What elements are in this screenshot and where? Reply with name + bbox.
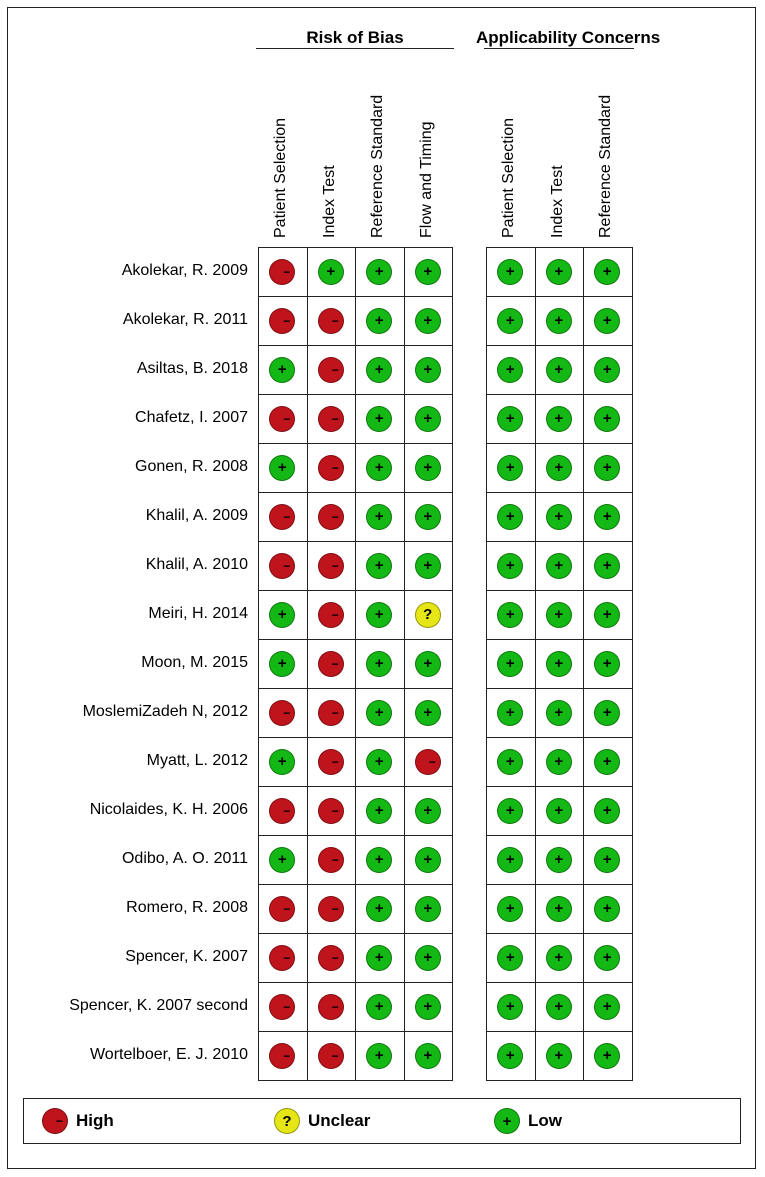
rating-low-icon: + (366, 406, 392, 432)
study-label: Khalil, A. 2009 (145, 507, 248, 524)
rating-low-icon: + (546, 1043, 572, 1069)
rating-low-icon: + (366, 1043, 392, 1069)
legend-high-icon: − (42, 1108, 68, 1134)
rating-low-icon: + (366, 700, 392, 726)
study-label: Spencer, K. 2007 (125, 948, 248, 965)
rating-low-icon: + (497, 553, 523, 579)
rating-high-icon: − (269, 700, 295, 726)
rating-high-icon: − (318, 896, 344, 922)
rating-high-icon: − (269, 1043, 295, 1069)
rating-high-icon: − (318, 455, 344, 481)
column-label: Index Test (548, 165, 566, 238)
rating-low-icon: + (497, 945, 523, 971)
rating-high-icon: − (318, 553, 344, 579)
rating-low-icon: + (269, 749, 295, 775)
rating-low-icon: + (415, 994, 441, 1020)
column-label: Reference Standard (369, 94, 387, 238)
rating-high-icon: − (318, 749, 344, 775)
rating-low-icon: + (594, 504, 620, 530)
rating-low-icon: + (546, 553, 572, 579)
rating-low-icon: + (366, 259, 392, 285)
rating-low-icon: + (546, 406, 572, 432)
rating-low-icon: + (366, 994, 392, 1020)
rating-low-icon: + (415, 259, 441, 285)
rating-low-icon: + (415, 700, 441, 726)
study-label: Myatt, L. 2012 (146, 752, 248, 769)
rating-high-icon: − (318, 308, 344, 334)
rating-high-icon: − (415, 749, 441, 775)
rating-low-icon: + (497, 798, 523, 824)
rating-low-icon: + (415, 945, 441, 971)
group-title: Applicability Concerns (476, 28, 661, 47)
rating-low-icon: + (366, 651, 392, 677)
rating-low-icon: + (546, 847, 572, 873)
study-label: Asiltas, B. 2018 (136, 360, 248, 377)
rating-high-icon: − (269, 308, 295, 334)
legend-low-icon: + (494, 1108, 520, 1134)
rating-low-icon: + (497, 1043, 523, 1069)
rating-low-icon: + (497, 455, 523, 481)
rating-high-icon: − (318, 798, 344, 824)
study-label: Akolekar, R. 2009 (121, 262, 248, 279)
rating-low-icon: + (546, 749, 572, 775)
rating-low-icon: + (497, 602, 523, 628)
rating-high-icon: − (269, 406, 295, 432)
rating-low-icon: + (497, 700, 523, 726)
rating-low-icon: + (594, 798, 620, 824)
rating-low-icon: + (366, 504, 392, 530)
rating-low-icon: + (594, 602, 620, 628)
rating-high-icon: − (318, 406, 344, 432)
rating-low-icon: + (546, 798, 572, 824)
legend-label: High (76, 1111, 114, 1130)
rating-low-icon: + (546, 994, 572, 1020)
rating-low-icon: + (366, 553, 392, 579)
column-label: Flow and Timing (417, 121, 435, 238)
rating-high-icon: − (318, 651, 344, 677)
column-label: Patient Selection (500, 117, 518, 238)
legend-item-low (494, 1108, 562, 1134)
rating-low-icon: + (497, 308, 523, 334)
rating-high-icon: − (269, 259, 295, 285)
rating-low-icon: + (366, 798, 392, 824)
rating-high-icon: − (318, 504, 344, 530)
rating-unclear-icon: ? (415, 602, 441, 628)
rating-high-icon: − (269, 994, 295, 1020)
rating-low-icon: + (415, 357, 441, 383)
rating-low-icon: + (269, 357, 295, 383)
rating-low-icon: + (594, 406, 620, 432)
rating-low-icon: + (366, 847, 392, 873)
rating-low-icon: + (415, 455, 441, 481)
rating-low-icon: + (497, 847, 523, 873)
rating-low-icon: + (546, 945, 572, 971)
legend-unclear-icon: ? (274, 1108, 300, 1134)
rating-low-icon: + (366, 357, 392, 383)
rating-low-icon: + (415, 553, 441, 579)
rating-low-icon: + (497, 651, 523, 677)
study-label: Odibo, A. O. 2011 (121, 850, 248, 867)
study-label: Meiri, H. 2014 (148, 605, 248, 622)
rating-low-icon: + (415, 847, 441, 873)
study-label: Akolekar, R. 2011 (122, 311, 248, 328)
study-label: Romero, R. 2008 (126, 899, 248, 916)
study-label: Moon, M. 2015 (141, 654, 248, 671)
rating-low-icon: + (497, 406, 523, 432)
rating-high-icon: − (269, 945, 295, 971)
rating-low-icon: + (546, 602, 572, 628)
rating-low-icon: + (497, 749, 523, 775)
rating-low-icon: + (594, 847, 620, 873)
rating-low-icon: + (497, 994, 523, 1020)
legend (23, 1098, 741, 1144)
rating-low-icon: + (366, 896, 392, 922)
rating-high-icon: − (269, 798, 295, 824)
rating-low-icon: + (269, 651, 295, 677)
rating-low-icon: + (318, 259, 344, 285)
rating-low-icon: + (415, 896, 441, 922)
rating-low-icon: + (546, 651, 572, 677)
study-label: MoslemiZadeh N, 2012 (82, 703, 248, 720)
rating-high-icon: − (318, 1043, 344, 1069)
rating-low-icon: + (594, 1043, 620, 1069)
rating-low-icon: + (594, 357, 620, 383)
rating-high-icon: − (318, 700, 344, 726)
rating-high-icon: − (318, 994, 344, 1020)
rating-low-icon: + (366, 945, 392, 971)
column-label: Patient Selection (272, 117, 290, 238)
group-title: Risk of Bias (306, 28, 404, 47)
rating-low-icon: + (546, 504, 572, 530)
rating-low-icon: + (269, 602, 295, 628)
study-label: Gonen, R. 2008 (135, 458, 248, 475)
study-label: Chafetz, I. 2007 (135, 409, 248, 426)
study-label: Khalil, A. 2010 (145, 556, 248, 573)
rating-low-icon: + (594, 308, 620, 334)
rating-low-icon: + (594, 994, 620, 1020)
study-label: Nicolaides, K. H. 2006 (89, 801, 248, 818)
rating-high-icon: − (318, 357, 344, 383)
rating-low-icon: + (415, 1043, 441, 1069)
rating-low-icon: + (497, 259, 523, 285)
rating-high-icon: − (318, 847, 344, 873)
column-label: Reference Standard (597, 94, 615, 238)
legend-item-unclear (274, 1108, 370, 1134)
group-underline (484, 48, 634, 49)
rating-high-icon: − (269, 504, 295, 530)
rating-low-icon: + (415, 798, 441, 824)
rating-high-icon: − (318, 602, 344, 628)
rating-low-icon: + (415, 308, 441, 334)
study-label: Wortelboer, E. J. 2010 (89, 1046, 248, 1063)
rating-low-icon: + (366, 602, 392, 628)
rating-low-icon: + (415, 406, 441, 432)
rating-low-icon: + (269, 455, 295, 481)
legend-item-high (42, 1108, 114, 1134)
rating-low-icon: + (366, 749, 392, 775)
rating-high-icon: − (269, 553, 295, 579)
rating-low-icon: + (497, 504, 523, 530)
legend-label: Unclear (308, 1111, 371, 1130)
rating-low-icon: + (415, 651, 441, 677)
rating-low-icon: + (594, 896, 620, 922)
rating-low-icon: + (546, 896, 572, 922)
rating-low-icon: + (546, 308, 572, 334)
rating-low-icon: + (594, 553, 620, 579)
legend-label: Low (528, 1111, 562, 1130)
rating-low-icon: + (594, 455, 620, 481)
rating-low-icon: + (594, 259, 620, 285)
rating-high-icon: − (318, 945, 344, 971)
rating-low-icon: + (269, 847, 295, 873)
rating-low-icon: + (546, 259, 572, 285)
rating-high-icon: − (269, 896, 295, 922)
rating-low-icon: + (594, 700, 620, 726)
study-label: Spencer, K. 2007 second (69, 997, 248, 1014)
rating-low-icon: + (497, 896, 523, 922)
rating-low-icon: + (415, 504, 441, 530)
rating-low-icon: + (594, 651, 620, 677)
rating-low-icon: + (546, 700, 572, 726)
group-underline (256, 48, 454, 49)
rating-low-icon: + (594, 749, 620, 775)
rating-low-icon: + (546, 357, 572, 383)
rating-low-icon: + (594, 945, 620, 971)
rating-low-icon: + (497, 357, 523, 383)
rating-low-icon: + (546, 455, 572, 481)
column-label: Index Test (320, 165, 338, 238)
rating-low-icon: + (366, 308, 392, 334)
rating-low-icon: + (366, 455, 392, 481)
